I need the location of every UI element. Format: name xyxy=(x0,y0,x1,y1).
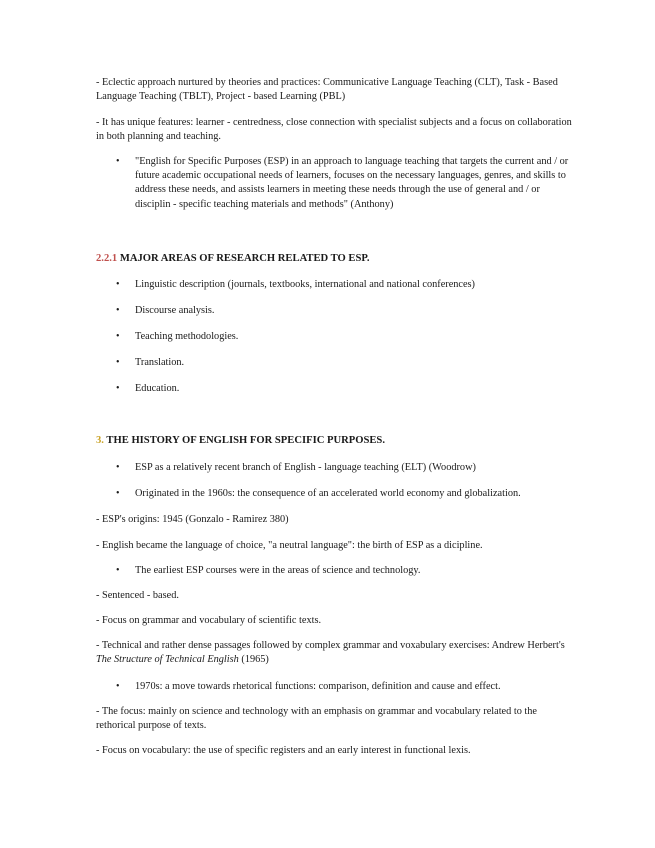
line-esp-origins: - ESP's origins: 1945 (Gonzalo - Ramirez 380) xyxy=(96,514,289,525)
list-item: 1970s: a move towards rhetorical functions: comparison, definition and cause and effect. xyxy=(135,681,501,692)
paragraph-eclectic-approach: - Eclectic approach nurtured by theories and practices: Communicative Language Teaching (CLT), Task - Based Language Teaching (TBLT), Project - based Learning (PBL) xyxy=(96,77,558,103)
line-focus-science: - The focus: mainly on science and technology with an emphasis on grammar and vocabulary related to the rethorical purpose of texts. xyxy=(96,706,538,732)
line-language-choice: - English became the language of choice, "a neutral language": the birth of ESP as a dicipline. xyxy=(96,540,483,551)
technical-text-pre: - Technical and rather dense passages followed by complex grammar and voxabulary exercises: Andrew Herbert's xyxy=(96,640,565,651)
heading-title: MAJOR AREAS OF RESEARCH RELATED TO ESP. xyxy=(119,253,370,264)
bullet-glyph: • xyxy=(116,488,120,499)
list-item: Education. xyxy=(135,383,180,394)
bullet-glyph: • xyxy=(116,305,120,316)
bullet-glyph: • xyxy=(116,681,120,692)
bullet-glyph: • xyxy=(116,357,120,368)
list-item: Translation. xyxy=(135,357,185,368)
list-item: Linguistic description (journals, textbooks, international and national conferences) xyxy=(135,279,475,290)
bullet-glyph: • xyxy=(116,462,120,473)
paragraph-unique-features: - It has unique features: learner - centredness, close connection with specialist subjects and a focus on collaboration in both planning and teaching. xyxy=(96,117,572,143)
line-focus-grammar: - Focus on grammar and vocabulary of scientific texts. xyxy=(96,615,322,626)
list-item: Discourse analysis. xyxy=(135,305,215,316)
heading-history-esp xyxy=(96,434,385,448)
line-sentenced-based: - Sentenced - based. xyxy=(96,590,179,601)
heading-title: THE HISTORY OF ENGLISH FOR SPECIFIC PURPOSES. xyxy=(106,435,385,446)
bullet-glyph: • xyxy=(116,331,120,342)
line-technical-passages xyxy=(96,639,576,667)
list-item: Teaching methodologies. xyxy=(135,331,239,342)
bullet-glyph: • xyxy=(116,156,120,167)
quote-anthony: "English for Specific Purposes (ESP) in an approach to language teaching that targets the current and / or future academic occupational needs of learners, focuses on the necessary languages, genres, and skills to address these needs, and assists learners in meeting these needs through the use of general and / or disciplin - specific teaching materials and methods" (Anthony) xyxy=(135,156,569,210)
line-focus-vocabulary: - Focus on vocabulary: the use of specific registers and an early interest in functional lexis. xyxy=(96,745,471,756)
heading-major-areas xyxy=(96,252,370,266)
list-item: ESP as a relatively recent branch of English - language teaching (ELT) (Woodrow) xyxy=(135,462,476,473)
bullet-glyph: • xyxy=(116,383,120,394)
bullet-glyph: • xyxy=(116,279,120,290)
heading-number: 2.2.1 xyxy=(96,253,118,264)
technical-text-post: (1965) xyxy=(238,654,269,666)
list-item: The earliest ESP courses were in the areas of science and technology. xyxy=(135,565,421,576)
bullet-glyph: • xyxy=(116,565,120,576)
heading-number: 3. xyxy=(96,435,104,446)
book-title: The Structure of Technical English xyxy=(96,654,239,666)
list-item: Originated in the 1960s: the consequence of an accelerated world economy and globalization. xyxy=(135,488,521,499)
